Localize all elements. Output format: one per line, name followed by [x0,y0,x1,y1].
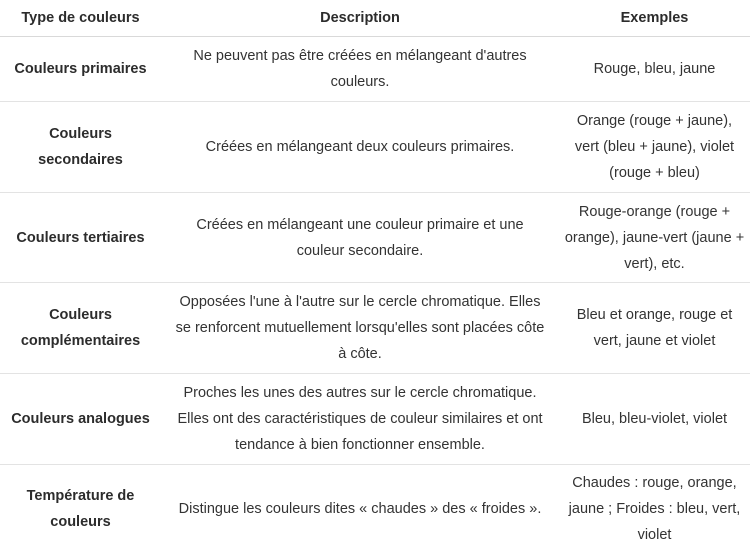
row-examples: Rouge-orange (rouge + orange), jaune-vert (jaune + vert), etc. [564,203,745,272]
row-description: Proches les unes des autres sur le cercle chromatique. Elles ont des caractéristiques de couleur similaires et ont tendance à bien fonctionner ensemble. [177,385,543,453]
row-type: Couleurs complémentaires [20,307,141,349]
row-type: Couleurs secondaires [38,126,123,168]
row-examples: Chaudes : rouge, orange, jaune ; Froides : bleu, vert, violet [568,475,741,543]
table-row [0,102,750,193]
row-description: Créées en mélangeant deux couleurs primaires. [205,139,515,155]
row-description: Opposées l'une à l'autre sur le cercle chromatique. Elles se renforcent mutuellement lorsqu'elles sont placées côte à côte. [175,294,545,362]
header-examples: Exemples [620,10,689,26]
row-type: Couleurs primaires [14,61,147,77]
row-type: Température de couleurs [26,488,135,530]
header-description: Description [320,10,400,26]
table-row [0,374,750,465]
row-examples: Bleu et orange, rouge et vert, jaune et violet [576,307,733,349]
row-description: Distingue les couleurs dites « chaudes » des « froides ». [178,501,542,517]
table-row [0,465,750,553]
table-row [0,283,750,374]
row-type: Couleurs analogues [11,411,150,427]
header-type: Type de couleurs [21,10,140,26]
table-row [0,37,750,102]
table-header-row [0,0,750,37]
row-type: Couleurs tertiaires [16,229,145,246]
row-description: Créées en mélangeant une couleur primaire et une couleur secondaire. [196,216,524,259]
row-description: Ne peuvent pas être créées en mélangeant d'autres couleurs. [193,48,527,90]
row-examples: Bleu, bleu-violet, violet [581,411,728,427]
row-examples: Rouge, bleu, jaune [593,61,716,77]
row-examples: Orange (rouge + jaune), vert (bleu + jaune), violet (rouge + bleu) [574,113,735,181]
table-row [0,193,750,283]
